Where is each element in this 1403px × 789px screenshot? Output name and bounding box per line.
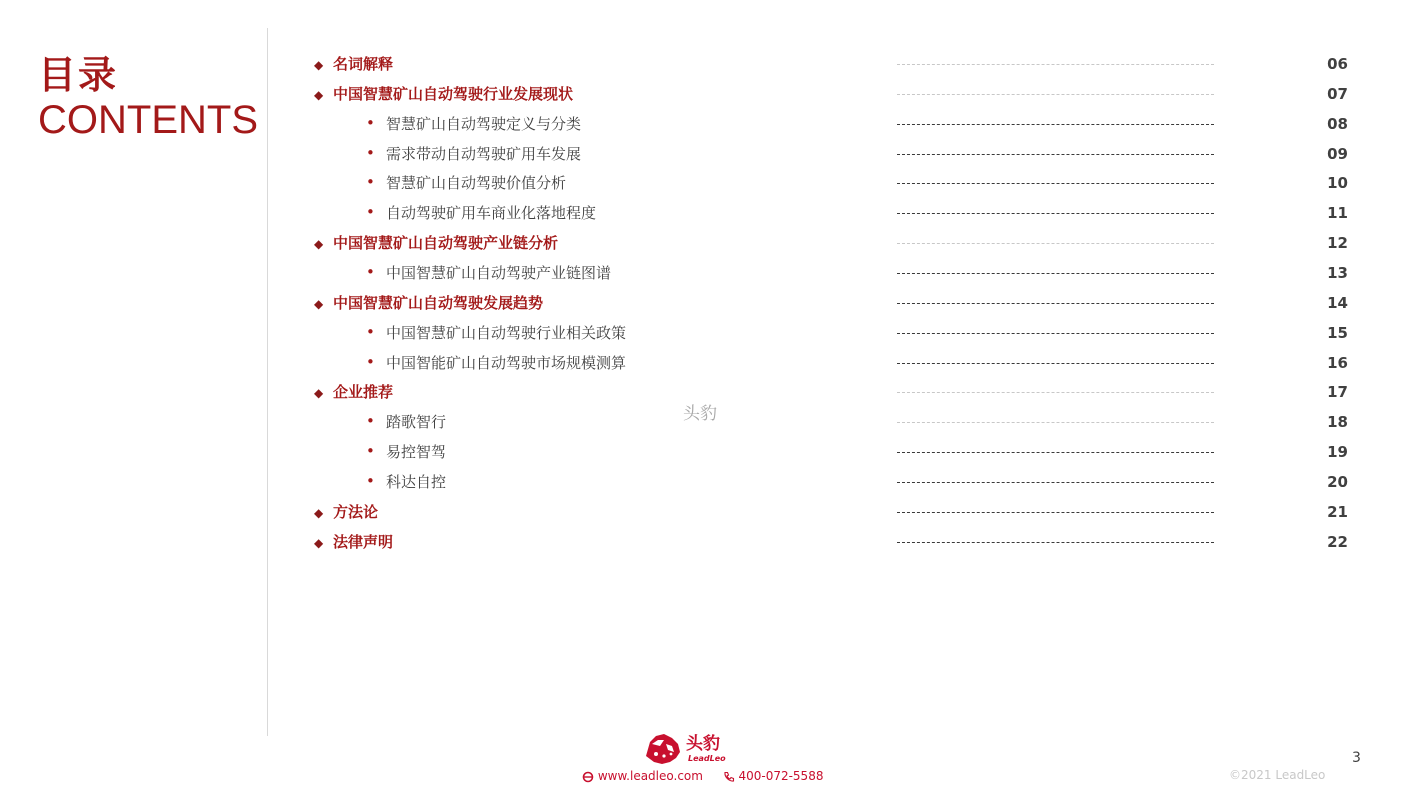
dotted-leader — [897, 542, 1214, 543]
title-cn: 目录 — [38, 53, 119, 97]
dot-bullet-icon: • — [366, 442, 375, 461]
toc-entry[interactable] — [0, 349, 1403, 379]
diamond-bullet-icon: ◆ — [314, 535, 324, 550]
diamond-bullet-icon: ◆ — [314, 58, 324, 72]
toc-subsection-label: 中国智能矿山自动驾驶市场规模测算 — [386, 353, 627, 372]
toc-subsection-label: 需求带动自动驾驶矿用车发展 — [386, 144, 582, 163]
toc-subsection-label: 科达自控 — [386, 472, 447, 491]
toc-page-number: 14 — [1327, 293, 1348, 312]
toc-entry[interactable] — [0, 80, 1403, 110]
toc-entry[interactable] — [0, 319, 1403, 349]
phone-number: 400-072-5588 — [738, 769, 824, 783]
dot-bullet-icon: • — [366, 352, 375, 371]
toc-page-number: 07 — [1327, 84, 1348, 103]
watermark: 头豹 — [683, 404, 717, 424]
toc-page-number: 11 — [1327, 204, 1348, 223]
toc-subsection-label: 自动驾驶矿用车商业化落地程度 — [386, 204, 597, 223]
toc-page-number: 12 — [1327, 234, 1348, 253]
dot-bullet-icon: • — [366, 262, 375, 281]
toc-subsection-label: 踏歌智行 — [386, 413, 447, 432]
toc-entry[interactable] — [0, 140, 1403, 170]
toc-entry[interactable] — [0, 169, 1403, 199]
dotted-leader — [897, 363, 1214, 364]
brand-name-en: LeadLeo — [688, 754, 726, 763]
toc-subsection-label: 易控智驾 — [386, 443, 447, 462]
toc-section-label: 中国智慧矿山自动驾驶发展趋势 — [333, 293, 544, 312]
toc-entry[interactable] — [0, 50, 1403, 80]
dot-bullet-icon: • — [366, 471, 375, 490]
toc-subsection-label: 智慧矿山自动驾驶定义与分类 — [386, 114, 582, 133]
toc-page-number: 22 — [1327, 532, 1348, 551]
dotted-leader — [897, 422, 1214, 423]
dot-bullet-icon: • — [366, 412, 375, 431]
leadleo-logo — [642, 732, 732, 766]
toc-page-number: 16 — [1327, 353, 1348, 372]
diamond-bullet-icon: ◆ — [314, 87, 324, 102]
dotted-leader — [897, 512, 1214, 513]
toc-page-number: 08 — [1327, 114, 1348, 133]
toc-entry[interactable] — [0, 259, 1403, 289]
dotted-leader — [897, 213, 1214, 214]
toc-page-number: 18 — [1327, 413, 1348, 432]
toc-entry[interactable] — [0, 199, 1403, 229]
dotted-leader — [897, 124, 1214, 125]
dotted-leader — [897, 392, 1214, 393]
diamond-bullet-icon: ◆ — [314, 386, 324, 401]
copyright: ©2021 LeadLeo — [1229, 768, 1326, 782]
toc-page-number: 06 — [1327, 55, 1348, 73]
toc-entry[interactable] — [0, 289, 1403, 319]
dot-bullet-icon: • — [366, 113, 375, 132]
toc-entry[interactable] — [0, 229, 1403, 259]
toc-page-number: 13 — [1327, 263, 1348, 282]
browser-icon — [582, 771, 594, 783]
toc-entry[interactable] — [0, 110, 1403, 140]
toc-subsection-label: 中国智慧矿山自动驾驶行业相关政策 — [386, 323, 627, 342]
dotted-leader — [897, 452, 1214, 453]
diamond-bullet-icon: ◆ — [314, 237, 324, 252]
toc-entry[interactable] — [0, 438, 1403, 468]
toc-entry[interactable] — [0, 528, 1403, 558]
brand-name-cn: 头豹 — [686, 734, 720, 754]
dotted-leader — [897, 64, 1214, 65]
toc-section-label: 企业推荐 — [333, 383, 394, 402]
dotted-leader — [897, 482, 1214, 483]
dotted-leader — [897, 183, 1214, 184]
dotted-leader — [897, 154, 1214, 155]
dot-bullet-icon: • — [366, 143, 375, 162]
toc-section-label: 方法论 — [333, 502, 379, 521]
diamond-bullet-icon: ◆ — [314, 296, 324, 311]
footer-contact — [582, 768, 823, 784]
toc-section-label: 名词解释 — [333, 55, 394, 73]
toc-page-number: 19 — [1327, 443, 1348, 462]
title-en: CONTENTS — [38, 98, 258, 142]
toc-entry[interactable] — [0, 468, 1403, 498]
dotted-leader — [897, 273, 1214, 274]
toc-subsection-label: 中国智慧矿山自动驾驶产业链图谱 — [386, 263, 612, 282]
toc-page-number: 10 — [1327, 174, 1348, 193]
toc-section-label: 中国智慧矿山自动驾驶产业链分析 — [333, 234, 559, 253]
dotted-leader — [897, 94, 1214, 95]
toc-section-label: 中国智慧矿山自动驾驶行业发展现状 — [333, 84, 574, 103]
website-link[interactable]: www.leadleo.com — [597, 769, 703, 783]
toc-page-number: 20 — [1327, 472, 1348, 491]
dotted-leader — [897, 303, 1214, 304]
dot-bullet-icon: • — [366, 203, 375, 222]
phone-icon — [723, 771, 735, 783]
diamond-bullet-icon: ◆ — [314, 505, 324, 520]
toc-section-label: 法律声明 — [333, 532, 394, 551]
dot-bullet-icon: • — [366, 322, 375, 341]
toc-page-number: 21 — [1327, 502, 1348, 521]
toc-page-number: 17 — [1327, 383, 1348, 402]
page-number: 3 — [1352, 750, 1361, 766]
leopard-head-icon — [642, 732, 682, 766]
toc-page-number: 15 — [1327, 323, 1348, 342]
toc-subsection-label: 智慧矿山自动驾驶价值分析 — [386, 174, 567, 193]
toc-page-number: 09 — [1327, 144, 1348, 163]
dotted-leader — [897, 243, 1214, 244]
toc-entry[interactable] — [0, 498, 1403, 528]
dotted-leader — [897, 333, 1214, 334]
dot-bullet-icon: • — [366, 173, 375, 192]
